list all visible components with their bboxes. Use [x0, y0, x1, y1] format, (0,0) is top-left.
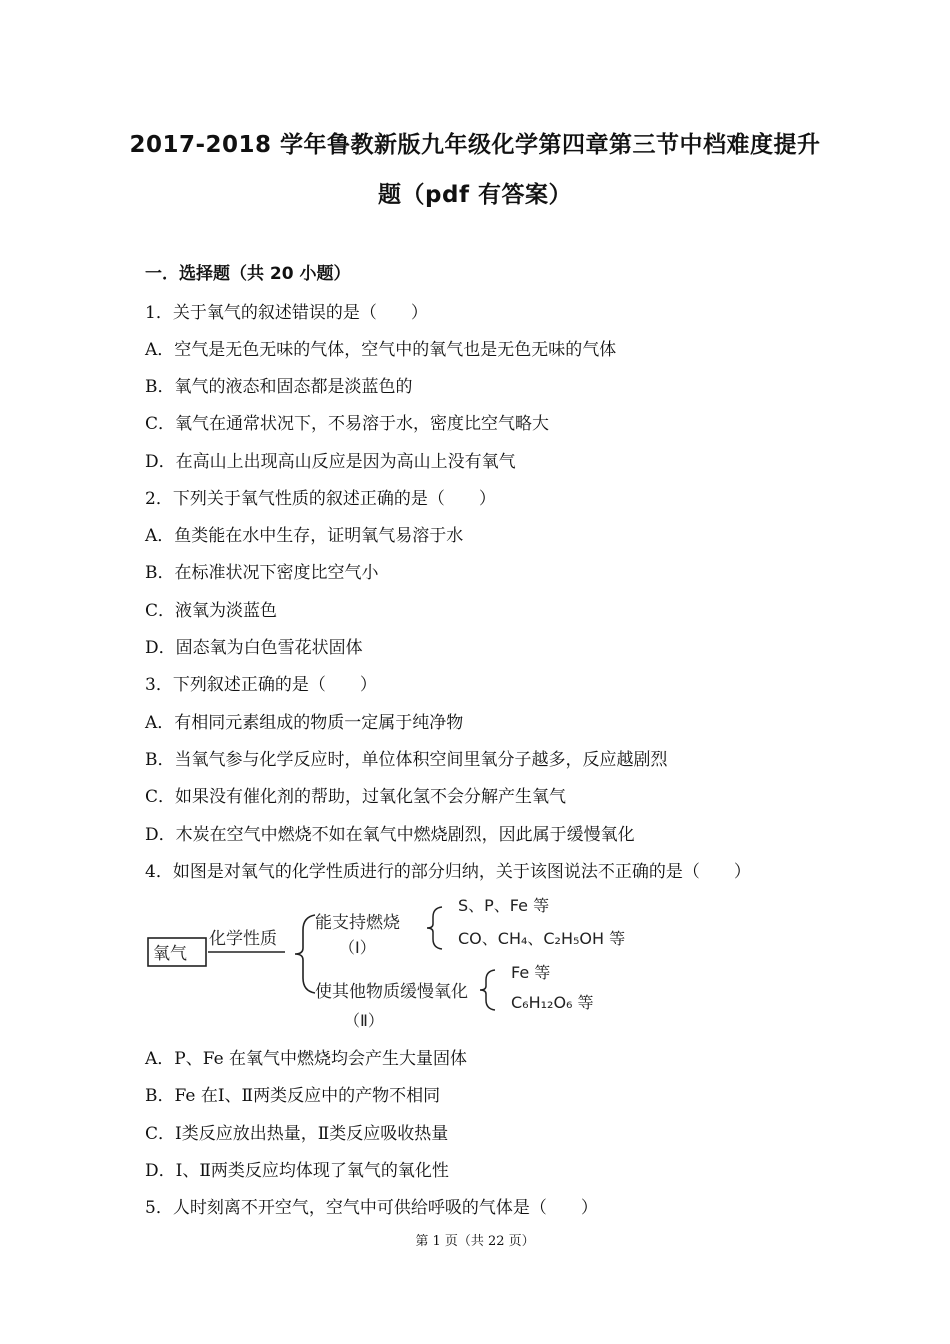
question-line: 3．下列叙述正确的是（ ）	[145, 675, 377, 695]
question-line: 1．关于氧气的叙述错误的是（ ）	[145, 303, 428, 323]
question-line: 2．下列关于氧气性质的叙述正确的是（ ）	[145, 489, 496, 509]
question-line: 5．人时刻离不开空气，空气中可供给呼吸的气体是（ ）	[145, 1198, 598, 1218]
option-line: A．P、Fe 在氧气中燃烧均会产生大量固体	[145, 1049, 468, 1069]
branch1-brace	[427, 907, 442, 949]
option-line: B．在标准状况下密度比空气小	[145, 563, 379, 583]
question-line: 4．如图是对氧气的化学性质进行的部分归纳，关于该图说法不正确的是（ ）	[145, 862, 751, 882]
option-line: D．在高山上出现高山反应是因为高山上没有氧气	[145, 452, 516, 472]
option-line: D．Ⅰ、Ⅱ两类反应均体现了氧气的氧化性	[145, 1161, 449, 1181]
option-line: A．空气是无色无味的气体，空气中的氧气也是无色无味的气体	[145, 340, 617, 360]
option-line: C．氧气在通常状况下，不易溶于水，密度比空气略大	[145, 414, 550, 434]
page-title-line1: 2017-2018 学年鲁教新版九年级化学第四章第三节中档难度提升	[129, 132, 821, 158]
option-line: D．固态氧为白色雪花状固体	[145, 638, 363, 658]
option-line: B．Fe 在Ⅰ、Ⅱ两类反应中的产物不相同	[145, 1086, 441, 1106]
branch1-label: 能支持燃烧	[315, 913, 400, 933]
branch2-item2: C₆H₁₂O₆ 等	[511, 993, 594, 1012]
option-line: C．液氧为淡蓝色	[145, 601, 278, 621]
option-line: B．氧气的液态和固态都是淡蓝色的	[145, 377, 413, 397]
option-line: C．Ⅰ类反应放出热量，Ⅱ类反应吸收热量	[145, 1124, 449, 1144]
page-footer: 第 1 页（共 22 页）	[415, 1234, 535, 1249]
branch2-num: （Ⅱ）	[344, 1011, 384, 1030]
option-line: A．鱼类能在水中生存，证明氧气易溶于水	[145, 526, 464, 546]
chem-props-label: 化学性质	[209, 929, 277, 949]
main-brace	[295, 915, 315, 993]
option-line: B．当氧气参与化学反应时，单位体积空间里氧分子越多，反应越剧烈	[145, 750, 668, 770]
oxygen-box-label: 氧气	[153, 944, 187, 964]
branch2-brace	[480, 970, 495, 1010]
branch2-label: 使其他物质缓慢氧化	[315, 982, 468, 1002]
page-title-line2: 题（pdf 有答案）	[378, 182, 572, 208]
branch1-item1: S、P、Fe 等	[458, 896, 550, 915]
oxygen-properties-diagram	[145, 890, 645, 1032]
option-line: C．如果没有催化剂的帮助，过氧化氢不会分解产生氧气	[145, 787, 567, 807]
branch1-item2: CO、CH₄、C₂H₅OH 等	[458, 929, 626, 948]
option-line: A．有相同元素组成的物质一定属于纯净物	[145, 713, 464, 733]
section-heading: 一．选择题（共 20 小题）	[145, 264, 351, 284]
option-line: D．木炭在空气中燃烧不如在氧气中燃烧剧烈，因此属于缓慢氧化	[145, 825, 635, 845]
branch2-item1: Fe 等	[511, 963, 551, 982]
branch1-num: （Ⅰ）	[339, 938, 376, 957]
